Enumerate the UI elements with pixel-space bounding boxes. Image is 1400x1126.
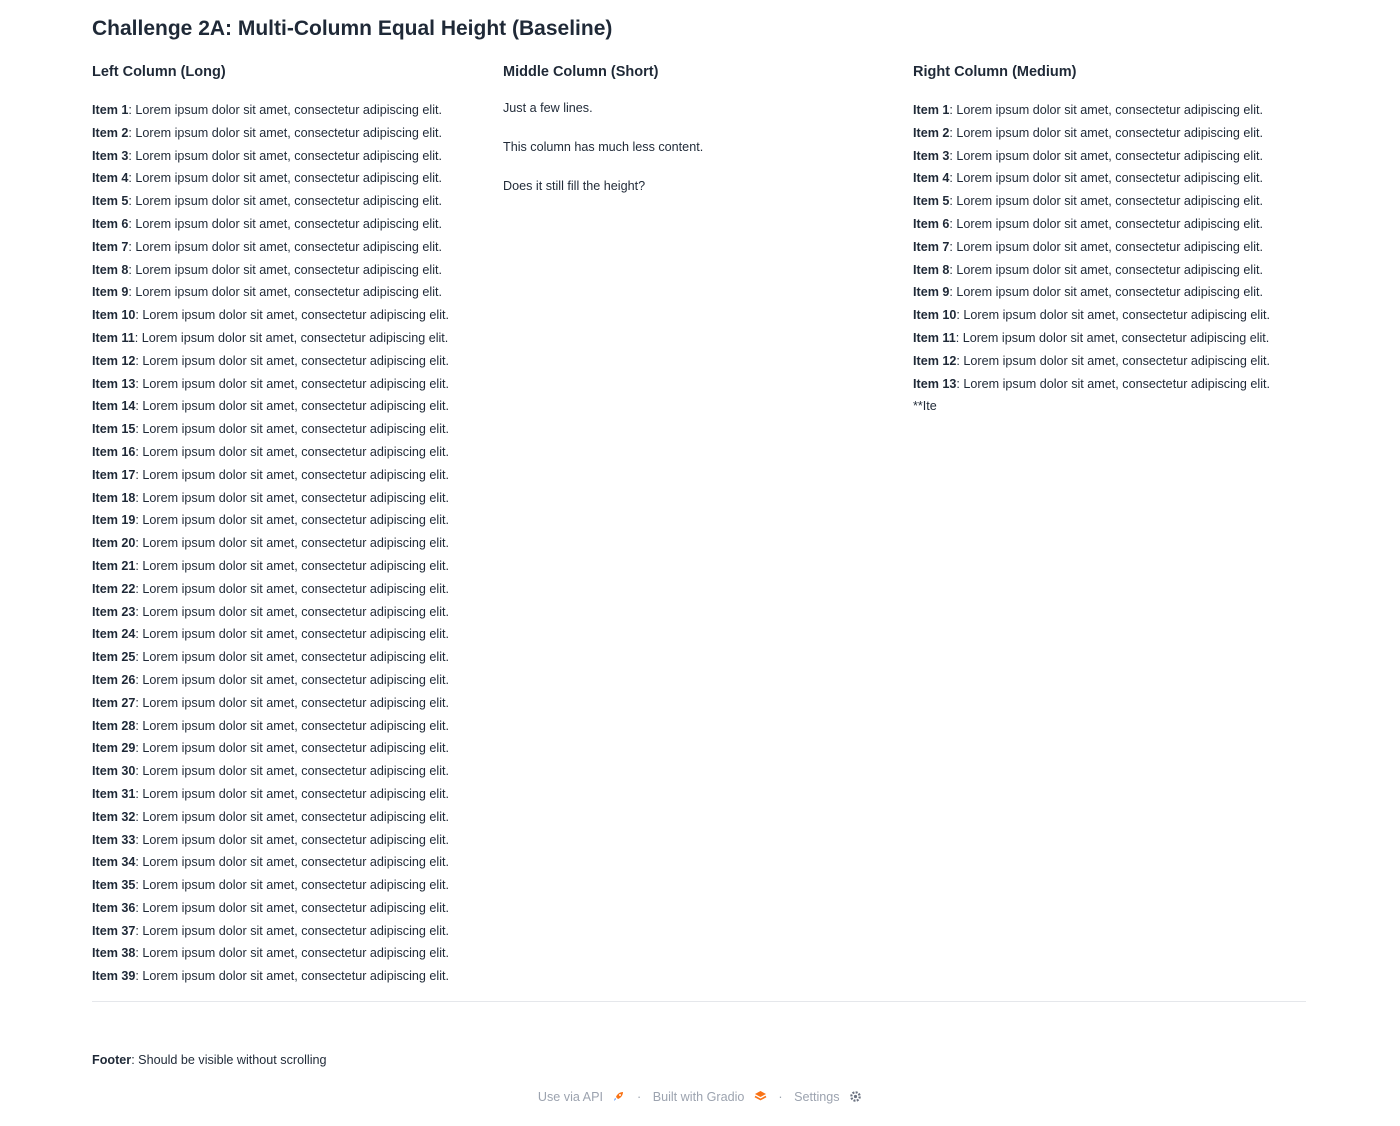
item-text: : Lorem ipsum dolor sit amet, consectetur adipiscing elit. — [956, 308, 1270, 323]
settings-label: Settings — [794, 1090, 840, 1105]
item-label: Item 7 — [92, 239, 129, 254]
item-label: Item 31 — [92, 786, 136, 801]
item-label: Item 6 — [913, 216, 950, 231]
item-text: : Lorem ipsum dolor sit amet, consectetur adipiscing elit. — [128, 262, 442, 277]
item-text: : Lorem ipsum dolor sit amet, consectetur adipiscing elit. — [135, 969, 449, 984]
item-label: Item 10 — [92, 308, 136, 323]
item-label: Item 18 — [92, 490, 136, 505]
item-label: Item 26 — [92, 672, 136, 687]
item-text: : Lorem ipsum dolor sit amet, consectetur adipiscing elit. — [135, 376, 449, 391]
footer-separator: · — [778, 1090, 783, 1105]
use-via-api-label: Use via API — [537, 1090, 603, 1105]
item-label: Item 20 — [92, 536, 136, 551]
list-item — [92, 737, 486, 760]
item-text: : Lorem ipsum dolor sit amet, consectetur adipiscing elit. — [128, 239, 442, 254]
list-item — [92, 304, 486, 327]
item-text: : Lorem ipsum dolor sit amet, consectetur adipiscing elit. — [135, 946, 449, 961]
list-item — [913, 99, 1307, 122]
item-label: Item 12 — [913, 353, 957, 368]
list-item — [92, 760, 486, 783]
item-text: : Lorem ipsum dolor sit amet, consectetur adipiscing elit. — [135, 650, 449, 665]
item-label: Item 22 — [92, 581, 136, 596]
list-item — [913, 259, 1307, 282]
item-text: : Lorem ipsum dolor sit amet, consectetur adipiscing elit. — [949, 171, 1263, 186]
item-text: : Lorem ipsum dolor sit amet, consectetur adipiscing elit. — [135, 923, 449, 938]
left-column-heading: Left Column (Long) — [92, 64, 226, 80]
list-item — [92, 395, 486, 418]
item-text: : Lorem ipsum dolor sit amet, consectetur adipiscing elit. — [135, 718, 449, 733]
list-item — [92, 851, 486, 874]
list-item — [913, 281, 1307, 304]
item-text: : Lorem ipsum dolor sit amet, consectetur adipiscing elit. — [949, 148, 1263, 163]
settings-link[interactable] — [794, 1090, 862, 1104]
right-column — [913, 62, 1307, 418]
item-label: Item 8 — [913, 262, 950, 277]
middle-paragraph: Just a few lines. — [503, 101, 593, 115]
item-label: Item 15 — [92, 422, 136, 437]
list-item — [92, 350, 486, 373]
item-label: Item 11 — [913, 330, 956, 345]
item-label: Item 37 — [92, 923, 136, 938]
list-item — [92, 623, 486, 646]
list-item — [92, 145, 486, 168]
list-item — [913, 167, 1307, 190]
item-label: Item 36 — [92, 900, 136, 915]
item-text: : Lorem ipsum dolor sit amet, consectetur adipiscing elit. — [134, 330, 449, 345]
item-label: Item 39 — [92, 969, 136, 984]
use-via-api-link[interactable] — [538, 1090, 629, 1104]
item-text: : Lorem ipsum dolor sit amet, consectetur adipiscing elit. — [949, 125, 1263, 140]
item-label: Item 9 — [913, 285, 950, 300]
item-text: : Lorem ipsum dolor sit amet, consectetur adipiscing elit. — [956, 376, 1270, 391]
item-label: Item 30 — [92, 764, 136, 779]
item-label: Item 24 — [92, 627, 136, 642]
list-item — [92, 669, 486, 692]
list-item — [92, 555, 486, 578]
list-item — [92, 418, 486, 441]
item-text: : Lorem ipsum dolor sit amet, consectetur adipiscing elit. — [135, 832, 449, 847]
item-text: : Lorem ipsum dolor sit amet, consectetur adipiscing elit. — [135, 900, 449, 915]
middle-column — [503, 62, 897, 217]
item-text: : Lorem ipsum dolor sit amet, consectetur adipiscing elit. — [135, 444, 449, 459]
item-label: Item 32 — [92, 809, 136, 824]
item-label: Item 35 — [92, 878, 136, 893]
item-text: : Lorem ipsum dolor sit amet, consectetur adipiscing elit. — [955, 330, 1270, 345]
list-item — [92, 441, 486, 464]
item-label: Item 9 — [92, 285, 129, 300]
item-text: : Lorem ipsum dolor sit amet, consectetur adipiscing elit. — [135, 878, 449, 893]
item-text: : Lorem ipsum dolor sit amet, consectetur adipiscing elit. — [135, 672, 449, 687]
item-label: Item 19 — [92, 513, 136, 528]
item-text: : Lorem ipsum dolor sit amet, consectetur adipiscing elit. — [135, 855, 449, 870]
list-item — [92, 897, 486, 920]
item-text: : Lorem ipsum dolor sit amet, consectetur adipiscing elit. — [135, 353, 449, 368]
left-column — [92, 62, 486, 988]
list-item — [92, 327, 486, 350]
item-label: Item 16 — [92, 444, 136, 459]
item-label: Item 6 — [92, 216, 129, 231]
item-text: : Lorem ipsum dolor sit amet, consectetur adipiscing elit. — [135, 786, 449, 801]
item-text: : Lorem ipsum dolor sit amet, consectetur adipiscing elit. — [135, 467, 449, 482]
item-text: : Lorem ipsum dolor sit amet, consectetur adipiscing elit. — [135, 695, 449, 710]
list-item — [92, 190, 486, 213]
item-label: Item 2 — [913, 125, 950, 140]
item-text: : Lorem ipsum dolor sit amet, consectetur adipiscing elit. — [949, 194, 1263, 209]
item-text: : Lorem ipsum dolor sit amet, consectetur adipiscing elit. — [135, 513, 449, 528]
item-label: Item 12 — [92, 353, 136, 368]
item-label: Item 27 — [92, 695, 136, 710]
list-item — [92, 281, 486, 304]
item-text: : Lorem ipsum dolor sit amet, consectetur adipiscing elit. — [949, 216, 1263, 231]
item-label: Item 25 — [92, 650, 136, 665]
gradio-footer — [0, 1090, 1400, 1106]
middle-paragraph: This column has much less content. — [503, 140, 704, 154]
item-text: : Lorem ipsum dolor sit amet, consectetur adipiscing elit. — [135, 741, 449, 756]
item-text: : Lorem ipsum dolor sit amet, consectetur adipiscing elit. — [135, 809, 449, 824]
list-item — [92, 874, 486, 897]
list-item — [92, 167, 486, 190]
list-item — [92, 806, 486, 829]
item-text: : Lorem ipsum dolor sit amet, consectetur adipiscing elit. — [949, 239, 1263, 254]
item-label: Item 1 — [913, 103, 950, 117]
item-label: Item 5 — [92, 194, 129, 209]
rocket-icon — [612, 1090, 625, 1106]
footer-separator: · — [636, 1090, 642, 1105]
item-label: Item 1 — [92, 103, 129, 117]
item-label: Item 3 — [92, 148, 129, 163]
list-item — [913, 145, 1307, 168]
gradio-logo-icon — [754, 1090, 767, 1106]
item-label: Item 28 — [92, 718, 136, 733]
item-label: Item 8 — [92, 262, 129, 277]
gear-icon — [849, 1090, 862, 1106]
columns-row — [92, 62, 1306, 992]
item-text: : Lorem ipsum dolor sit amet, consectetur adipiscing elit. — [949, 103, 1263, 117]
right-trailing-text: **Ite — [913, 399, 937, 414]
item-text: : Lorem ipsum dolor sit amet, consectetur adipiscing elit. — [128, 103, 442, 117]
list-item — [913, 213, 1307, 236]
list-item — [913, 373, 1307, 396]
item-text: : Lorem ipsum dolor sit amet, consectetur adipiscing elit. — [949, 285, 1263, 300]
footer-note — [92, 1053, 327, 1067]
item-label: Item 13 — [92, 376, 136, 391]
item-text: : Lorem ipsum dolor sit amet, consectetur adipiscing elit. — [128, 171, 442, 186]
built-with-gradio-label: Built with Gradio — [652, 1090, 745, 1105]
list-item — [92, 783, 486, 806]
item-label: Item 14 — [92, 399, 136, 414]
item-text: : Lorem ipsum dolor sit amet, consectetur adipiscing elit. — [128, 148, 442, 163]
list-item — [913, 190, 1307, 213]
divider — [92, 1001, 1306, 1002]
item-text: : Lorem ipsum dolor sit amet, consectetur adipiscing elit. — [949, 262, 1263, 277]
item-text: : Lorem ipsum dolor sit amet, consectetur adipiscing elit. — [128, 216, 442, 231]
middle-column-heading: Middle Column (Short) — [503, 64, 659, 80]
list-item — [913, 304, 1307, 327]
list-item — [92, 509, 486, 532]
item-text: : Lorem ipsum dolor sit amet, consectetur adipiscing elit. — [135, 764, 449, 779]
left-item-list — [92, 99, 486, 988]
item-text: : Lorem ipsum dolor sit amet, consectetur adipiscing elit. — [135, 581, 449, 596]
list-item — [913, 122, 1307, 145]
list-item — [92, 464, 486, 487]
list-item — [92, 692, 486, 715]
list-item — [92, 532, 486, 555]
page-title: Challenge 2A: Multi-Column Equal Height (Baseline) — [92, 17, 613, 40]
item-text: : Lorem ipsum dolor sit amet, consectetur adipiscing elit. — [128, 194, 442, 209]
item-label: Item 21 — [92, 558, 136, 573]
list-item — [92, 829, 486, 852]
item-text: : Lorem ipsum dolor sit amet, consectetur adipiscing elit. — [135, 604, 449, 619]
item-label: Item 11 — [92, 330, 135, 345]
list-item — [92, 942, 486, 965]
item-label: Item 29 — [92, 741, 136, 756]
item-label: Item 17 — [92, 467, 136, 482]
item-label: Item 4 — [92, 171, 129, 186]
item-label: Item 4 — [913, 171, 950, 186]
right-item-list — [913, 99, 1307, 395]
item-label: Item 33 — [92, 832, 136, 847]
item-text: : Lorem ipsum dolor sit amet, consectetur adipiscing elit. — [128, 125, 442, 140]
list-item — [92, 646, 486, 669]
list-item — [913, 327, 1307, 350]
item-text: : Lorem ipsum dolor sit amet, consectetur adipiscing elit. — [135, 308, 449, 323]
item-label: Item 38 — [92, 946, 136, 961]
list-item — [913, 350, 1307, 373]
item-text: : Lorem ipsum dolor sit amet, consectetur adipiscing elit. — [135, 627, 449, 642]
list-item — [92, 920, 486, 943]
item-label: Item 5 — [913, 194, 950, 209]
item-label: Item 13 — [913, 376, 957, 391]
item-text: : Lorem ipsum dolor sit amet, consectetur adipiscing elit. — [956, 353, 1270, 368]
list-item — [92, 213, 486, 236]
right-column-heading: Right Column (Medium) — [913, 64, 1077, 80]
item-label: Item 34 — [92, 855, 136, 870]
middle-paragraphs — [503, 100, 897, 195]
middle-paragraph: Does it still fill the height? — [503, 179, 646, 193]
item-text: : Lorem ipsum dolor sit amet, consectetur adipiscing elit. — [128, 285, 442, 300]
footer-label: Footer — [92, 1053, 132, 1067]
item-text: : Lorem ipsum dolor sit amet, consectetur adipiscing elit. — [135, 558, 449, 573]
item-label: Item 2 — [92, 125, 129, 140]
item-text: : Lorem ipsum dolor sit amet, consectetur adipiscing elit. — [135, 490, 449, 505]
item-text: : Lorem ipsum dolor sit amet, consectetur adipiscing elit. — [135, 399, 449, 414]
built-with-gradio-link[interactable] — [653, 1090, 771, 1104]
item-text: : Lorem ipsum dolor sit amet, consectetur adipiscing elit. — [135, 536, 449, 551]
list-item — [92, 373, 486, 396]
item-label: Item 10 — [913, 308, 957, 323]
list-item — [92, 965, 486, 988]
item-label: Item 7 — [913, 239, 950, 254]
item-label: Item 23 — [92, 604, 136, 619]
item-text: : Lorem ipsum dolor sit amet, consectetur adipiscing elit. — [135, 422, 449, 437]
list-item — [92, 715, 486, 738]
list-item — [92, 487, 486, 510]
list-item — [92, 99, 486, 122]
list-item — [92, 236, 486, 259]
list-item — [92, 259, 486, 282]
list-item — [92, 122, 486, 145]
list-item — [92, 578, 486, 601]
list-item — [913, 236, 1307, 259]
list-item — [92, 601, 486, 624]
footer-text: : Should be visible without scrolling — [131, 1053, 327, 1067]
item-label: Item 3 — [913, 148, 950, 163]
